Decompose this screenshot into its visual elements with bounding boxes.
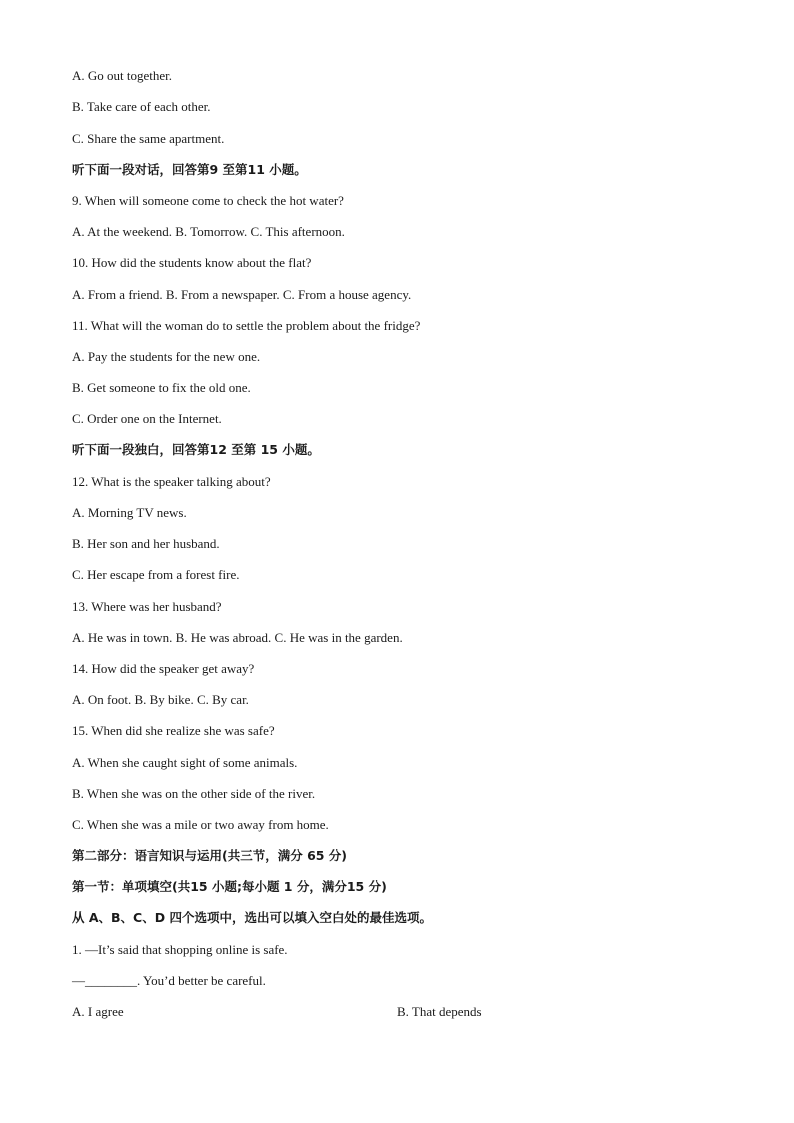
option-line: B. When she was on the other side of the river.	[72, 786, 316, 801]
option-b: B. That depends	[397, 1004, 482, 1019]
option-line: A. At the weekend. B. Tomorrow. C. This afternoon.	[72, 224, 345, 239]
question-line: 10. How did the students know about the flat?	[72, 255, 312, 270]
option-line: C. When she was a mile or two away from home.	[72, 817, 329, 832]
question-line: 1. —It’s said that shopping online is safe.	[72, 942, 288, 957]
question-line: 14. How did the speaker get away?	[72, 661, 255, 676]
section-instruction: 听下面一段独白，回答第12 至第 15 小题。	[72, 442, 320, 457]
question-line: 11. What will the woman do to settle the problem about the fridge?	[72, 318, 421, 333]
part-heading: 第二部分：语言知识与运用(共三节，满分 65 分)	[72, 848, 348, 863]
option-line: B. Get someone to fix the old one.	[72, 380, 251, 395]
question-line: 13. Where was her husband?	[72, 599, 222, 614]
section-heading: 第一节：单项填空(共15 小题;每小题 1 分，满分15 分)	[72, 879, 387, 894]
option-line: C. Order one on the Internet.	[72, 411, 222, 426]
question-line: 12. What is the speaker talking about?	[72, 474, 271, 489]
option-a: A. I agree	[72, 1004, 124, 1019]
section-instruction: 从 A、B、C、D 四个选项中，选出可以填入空白处的最佳选项。	[72, 910, 432, 925]
option-line: A. On foot. B. By bike. C. By car.	[72, 692, 249, 707]
answer-blank-line: —________. You’d better be careful.	[72, 973, 266, 988]
option-line: A. Go out together.	[72, 68, 173, 83]
option-line: C. Share the same apartment.	[72, 131, 225, 146]
option-line: B. Her son and her husband.	[72, 536, 220, 551]
option-line: A. He was in town. B. He was abroad. C. He was in the garden.	[72, 630, 403, 645]
option-line: A. Pay the students for the new one.	[72, 349, 261, 364]
option-line: A. From a friend. B. From a newspaper. C. From a house agency.	[72, 287, 412, 302]
option-line: A. Morning TV news.	[72, 505, 187, 520]
section-instruction: 听下面一段对话，回答第9 至第11 小题。	[72, 162, 307, 177]
question-line: 15. When did she realize she was safe?	[72, 723, 275, 738]
option-line: B. Take care of each other.	[72, 99, 211, 114]
question-line: 9. When will someone come to check the hot water?	[72, 193, 344, 208]
option-line: A. When she caught sight of some animals.	[72, 755, 298, 770]
option-line: C. Her escape from a forest fire.	[72, 567, 240, 582]
